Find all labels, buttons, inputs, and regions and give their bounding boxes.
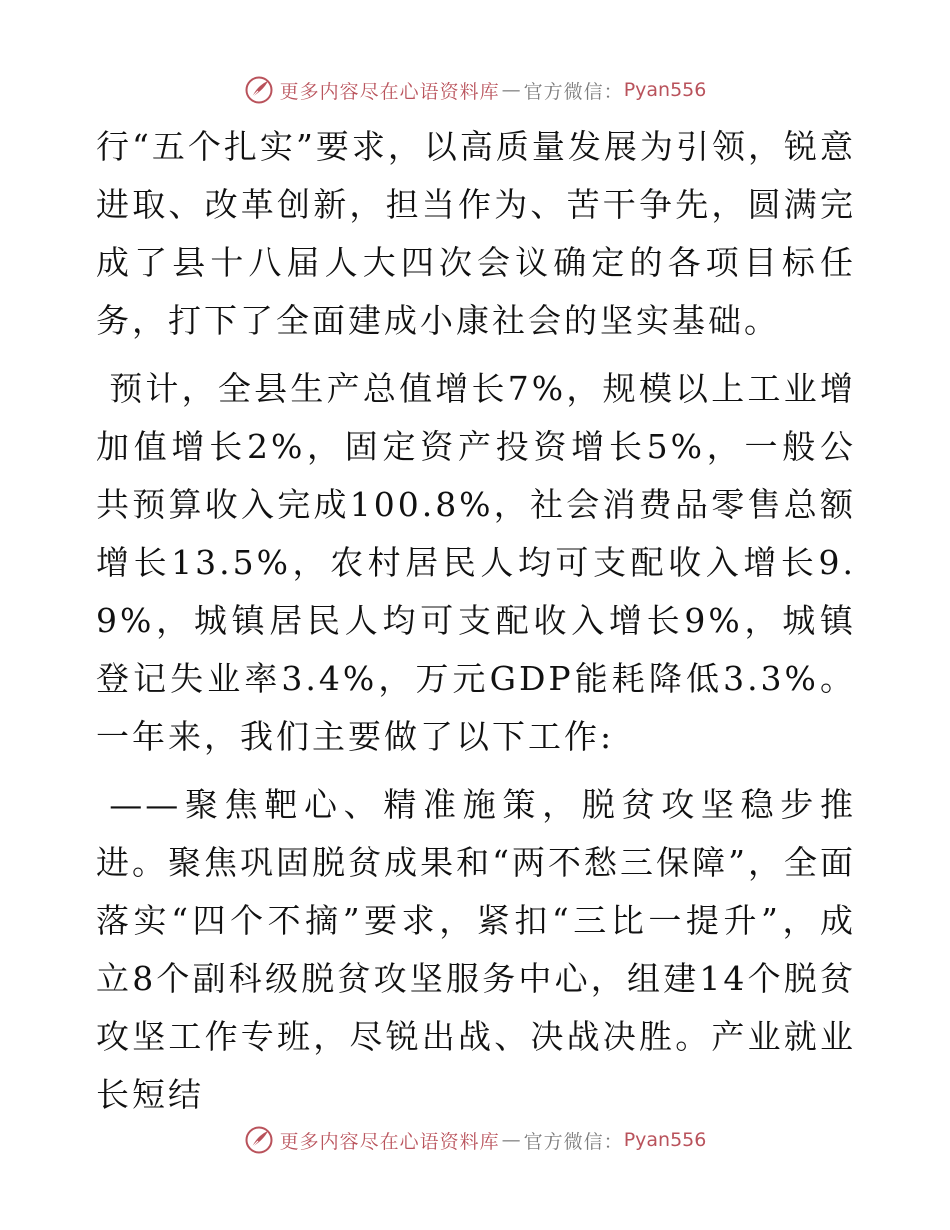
watermark-wechat-id: Pyan556 — [623, 1129, 707, 1151]
paragraph-economic-indicators: 预计，全县生产总值增长7%，规模以上工业增加值增长2%，固定资产投资增长5%，一般公共预算收入完成100.8%，社会消费品零售总额增长13.5%，农村居民人均可支配收入增长9.9%，城镇居民人均可支配收入增长9%，城镇登记失业率3.4%，万元GDP能耗降低3.3%。一年来，我们主要做了以下工作: — [96, 369, 856, 756]
watermark-wechat-label: 官方微信： — [523, 80, 624, 103]
paragraph-poverty-alleviation: ——聚焦靶心、精准施策，脱贫攻坚稳步推进。聚焦巩固脱贫成果和“两不愁三保障”，全面落实“四个不摘”要求，紧扣“三比一提升”，成立8个副科级脱贫攻坚服务中心，组建14个脱贫攻坚工作专班，尽锐出战、决战决胜。产业就业长短结 — [96, 785, 856, 1114]
watermark-separator: — — [501, 79, 522, 101]
header-watermark — [0, 70, 950, 110]
document-body — [96, 118, 856, 1124]
quill-pen-icon — [244, 75, 274, 105]
watermark-wechat-label: 官方微信： — [523, 1130, 624, 1153]
paragraph-continuation: 行“五个扎实”要求，以高质量发展为引领，锐意进取、改革创新，担当作为、苦干争先，圆满完成了县十八届人大四次会议确定的各项目标任务，打下了全面建成小康社会的坚实基础。 — [96, 127, 856, 340]
footer-watermark — [0, 1120, 950, 1160]
watermark-brand-text: 更多内容尽在心语资料库 — [279, 80, 500, 103]
watermark-wechat-id: Pyan556 — [623, 79, 707, 101]
quill-pen-icon — [244, 1125, 274, 1155]
watermark-brand-text: 更多内容尽在心语资料库 — [279, 1130, 500, 1153]
watermark-separator: — — [501, 1129, 522, 1151]
